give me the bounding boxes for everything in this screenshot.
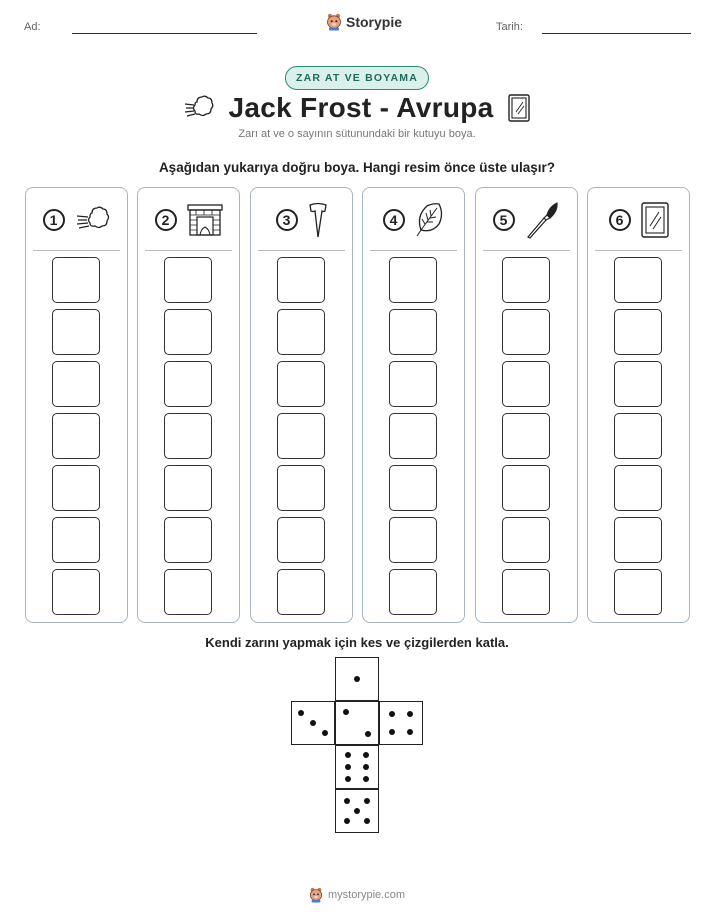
die-pip	[343, 709, 349, 715]
instruction: Aşağıdan yukarıya doğru boya. Hangi resim önce üste ulaşır?	[158, 160, 556, 175]
die-pip	[345, 776, 351, 782]
column-number: 5	[493, 209, 515, 231]
die-face-1	[335, 657, 379, 701]
die-pip	[407, 729, 413, 735]
die-pip	[345, 752, 351, 758]
die-pip	[310, 720, 316, 726]
date-label: Tarih:	[496, 21, 523, 33]
page-title: Jack Frost - Avrupa	[228, 92, 494, 123]
column-number: 2	[155, 209, 177, 231]
die-pip	[344, 798, 350, 804]
die-pip	[389, 711, 395, 717]
die-face-3	[291, 701, 335, 745]
die-pip	[364, 798, 370, 804]
mascot-icon	[309, 887, 323, 903]
die-pip	[365, 731, 371, 737]
die-pip	[345, 764, 351, 770]
die-pip	[363, 764, 369, 770]
column-number: 3	[276, 209, 298, 231]
die-pip	[389, 729, 395, 735]
column-number: 6	[609, 209, 631, 231]
brand-name: Storypie	[346, 14, 403, 30]
name-label: Ad:	[24, 21, 41, 33]
die-face-4	[379, 701, 423, 745]
die-pip	[407, 711, 413, 717]
subtitle: Zarı at ve o sayının sütunundaki bir kutuyu boya.	[238, 128, 476, 140]
footer-url[interactable]: mystorypie.com	[327, 889, 406, 901]
die-face-2	[335, 701, 379, 745]
activity-badge: ZAR AT VE BOYAMA	[285, 66, 429, 90]
die-pip	[322, 730, 328, 736]
die-pip	[354, 676, 360, 682]
die-pip	[364, 818, 370, 824]
footer	[0, 887, 714, 903]
die-pip	[298, 710, 304, 716]
die-pip	[363, 752, 369, 758]
die-face-5	[335, 789, 379, 833]
column-number: 4	[383, 209, 405, 231]
die-pip	[354, 808, 360, 814]
die-face-6	[335, 745, 379, 789]
die-pip	[363, 776, 369, 782]
die-pip	[344, 818, 350, 824]
fold-instruction: Kendi zarını yapmak için kes ve çizgilerden katla.	[205, 635, 509, 650]
column-number: 1	[43, 209, 65, 231]
